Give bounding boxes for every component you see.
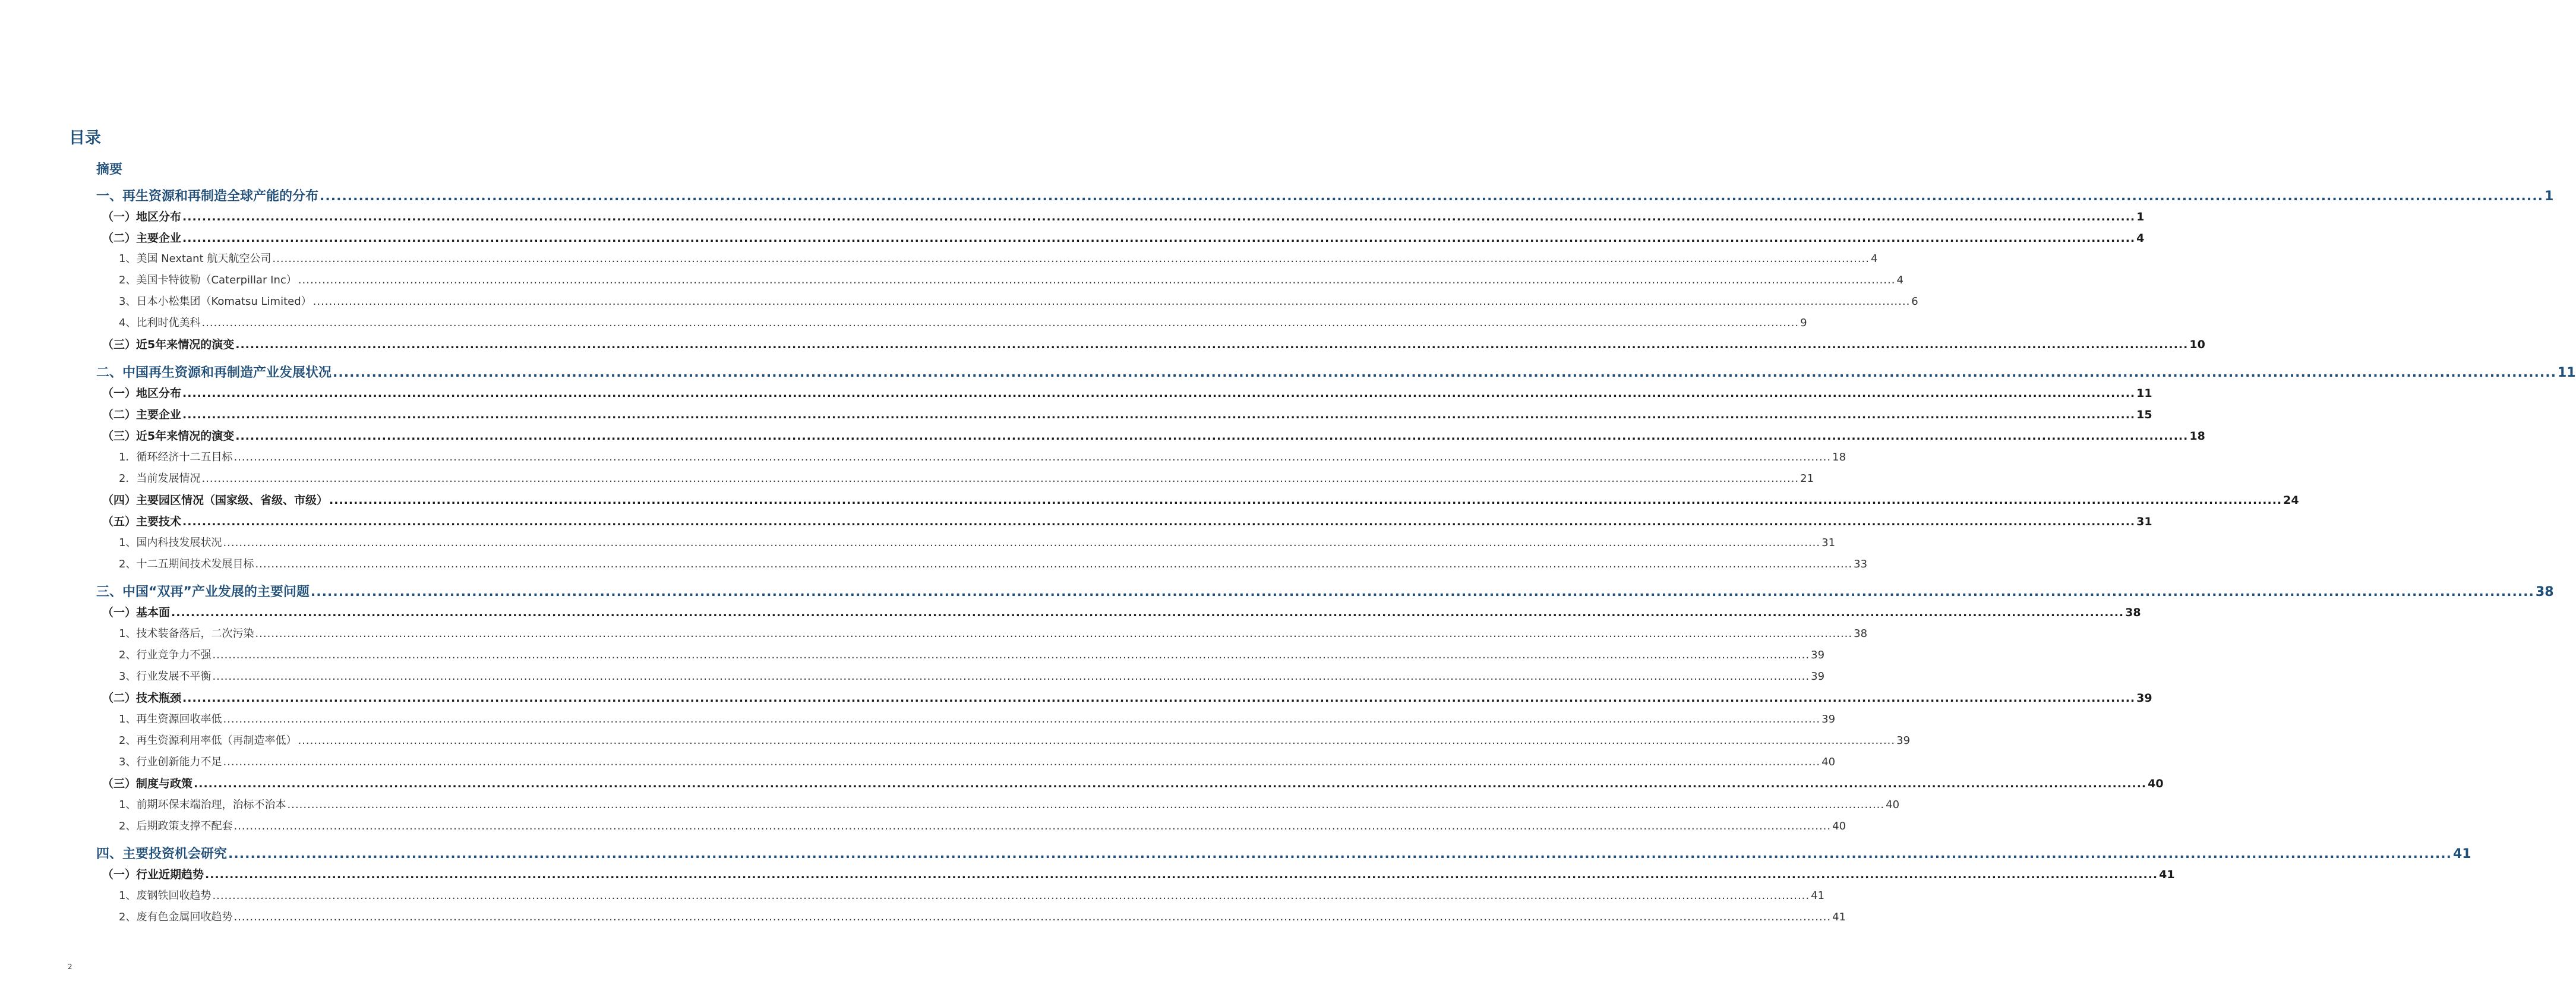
toc-entry-title: 3、行业创新能力不足 bbox=[119, 756, 222, 768]
toc-entry-page: 33 bbox=[1854, 558, 1868, 570]
toc-entry[interactable] bbox=[96, 844, 2471, 862]
toc-entry-title: 摘要 bbox=[96, 162, 123, 177]
toc-entry-page: 1 bbox=[2544, 189, 2554, 204]
toc-entry-page: 39 bbox=[1811, 670, 1825, 683]
toc-leader-dots: ................................................................................................................................................................................................................................................................................................................................................................................................................ bbox=[212, 649, 1810, 661]
toc-leader-dots: ................................................................................................................................................................................................................................................................................................................................................................................................................ bbox=[235, 338, 2189, 351]
toc-entry-title: 四、主要投资机会研究 bbox=[96, 847, 228, 862]
toc-leader-dots: ................................................................................................................................................................................................................................................................................................................................................................................................................ bbox=[223, 756, 1821, 768]
toc-entry[interactable] bbox=[102, 427, 2205, 443]
toc-entry-page: 41 bbox=[1832, 911, 1846, 923]
toc-entry-title: （三）制度与政策 bbox=[102, 777, 193, 790]
toc-leader-dots: ................................................................................................................................................................................................................................................................................................................................................................................................................ bbox=[201, 472, 1800, 485]
toc-entry-title: 2．当前发展情况 bbox=[119, 472, 201, 485]
toc-entry-title: 2、十二五期间技术发展目标 bbox=[119, 558, 254, 570]
toc-leader-dots: ................................................................................................................................................................................................................................................................................................................................................................................................................ bbox=[182, 515, 2136, 528]
toc-entry[interactable] bbox=[119, 732, 1911, 747]
toc-entry-page: 31 bbox=[1821, 537, 1836, 549]
toc-leader-dots: ................................................................................................................................................................................................................................................................................................................................................................................................................ bbox=[194, 777, 2147, 790]
toc-leader-dots: ................................................................................................................................................................................................................................................................................................................................................................................................................ bbox=[233, 911, 1832, 923]
toc-entry[interactable] bbox=[119, 908, 1846, 924]
toc-entry-page: 40 bbox=[1821, 756, 1836, 768]
toc-entry-title: （二）主要企业 bbox=[102, 232, 182, 245]
toc-entry-page: 15 bbox=[2136, 408, 2152, 421]
toc-entry-page: 38 bbox=[1854, 627, 1868, 640]
toc-entry-title: （二）技术瓶颈 bbox=[102, 692, 182, 705]
toc-entry[interactable] bbox=[119, 250, 1878, 266]
toc-entry[interactable] bbox=[102, 689, 2152, 705]
toc-entry[interactable] bbox=[119, 449, 1846, 464]
toc-entry[interactable] bbox=[119, 272, 1903, 287]
toc-entry[interactable] bbox=[119, 887, 1825, 903]
toc-leader-dots: ................................................................................................................................................................................................................................................................................................................................................................................................................ bbox=[287, 799, 1885, 811]
toc-leader-dots: ................................................................................................................................................................................................................................................................................................................................................................................................................ bbox=[205, 868, 2158, 881]
toc-entry[interactable] bbox=[119, 556, 1868, 571]
toc-entry-title: 三、中国“双再”产业发展的主要问题 bbox=[96, 585, 310, 600]
toc-entry-page: 40 bbox=[1886, 799, 1900, 811]
toc-leader-dots: ................................................................................................................................................................................................................................................................................................................................................................................................................ bbox=[212, 889, 1810, 902]
toc-entry-page: 6 bbox=[1911, 295, 1918, 308]
toc-entry-page: 39 bbox=[1821, 713, 1836, 725]
toc-leader-dots: ................................................................................................................................................................................................................................................................................................................................................................................................................ bbox=[233, 820, 1832, 832]
toc-entry[interactable] bbox=[96, 362, 2576, 381]
toc-entry-title: 3、日本小松集团（Komatsu Limited） bbox=[119, 295, 312, 308]
toc-entry-title: （一）行业近期趋势 bbox=[102, 868, 204, 881]
toc-entry[interactable] bbox=[96, 582, 2554, 600]
toc-entry-page: 18 bbox=[2189, 430, 2205, 443]
toc-entry[interactable] bbox=[119, 796, 1900, 812]
toc-entry-page: 11 bbox=[2136, 387, 2152, 400]
toc-entry-page: 4 bbox=[1896, 274, 1903, 286]
toc-entry-title: 1、美国 Nextant 航天航空公司 bbox=[119, 253, 272, 265]
toc-entry-page: 39 bbox=[1896, 734, 1911, 747]
toc-entry[interactable] bbox=[102, 229, 2145, 245]
toc-entry[interactable] bbox=[96, 186, 2554, 204]
toc-entry[interactable] bbox=[102, 866, 2175, 882]
toc-leader-dots: ................................................................................................................................................................................................................................................................................................................................................................................................................ bbox=[312, 295, 1911, 308]
toc-entry-title: 2、行业竞争力不强 bbox=[119, 649, 211, 661]
toc-leader-dots: ................................................................................................................................................................................................................................................................................................................................................................................................................ bbox=[233, 451, 1832, 463]
toc-leader-dots: ................................................................................................................................................................................................................................................................................................................................................................................................................ bbox=[182, 232, 2136, 245]
toc-entry-title: 1、国内科技发展状况 bbox=[119, 537, 222, 549]
toc-entry[interactable] bbox=[119, 818, 1846, 833]
toc-entry-title: 2、再生资源利用率低（再制造率低） bbox=[119, 734, 297, 747]
toc-entry-title: 1、再生资源回收率低 bbox=[119, 713, 222, 725]
toc-leader-dots: ................................................................................................................................................................................................................................................................................................................................................................................................................ bbox=[223, 713, 1821, 725]
toc-entry[interactable] bbox=[102, 406, 2152, 422]
toc-entry-title: 1、技术装备落后，二次污染 bbox=[119, 627, 254, 640]
toc-entry-page: 41 bbox=[1811, 889, 1825, 902]
toc-entry[interactable] bbox=[102, 384, 2152, 400]
toc-entry[interactable] bbox=[102, 775, 2164, 791]
toc-leader-dots: ................................................................................................................................................................................................................................................................................................................................................................................................................ bbox=[182, 408, 2136, 421]
toc-entry-page: 41 bbox=[2159, 868, 2175, 881]
toc-entry-title: 2、美国卡特彼勒（Caterpillar Inc） bbox=[119, 274, 297, 286]
toc-leader-dots: ................................................................................................................................................................................................................................................................................................................................................................................................................ bbox=[298, 734, 1896, 747]
toc-entry-title: （五）主要技术 bbox=[102, 515, 182, 528]
toc-entry-title: （二）主要企业 bbox=[102, 408, 182, 421]
toc-entry-page: 4 bbox=[1871, 253, 1878, 265]
toc-entry[interactable] bbox=[96, 159, 122, 178]
toc-entry-page: 38 bbox=[2125, 606, 2141, 619]
toc-entry-page: 18 bbox=[1832, 451, 1846, 463]
toc-entry-title: （四）主要园区情况（国家级、省级、市级） bbox=[102, 494, 329, 507]
toc-entry-page: 41 bbox=[2452, 847, 2471, 862]
toc-entry-page: 39 bbox=[1811, 649, 1825, 661]
toc-entry-title: 一、再生资源和再制造全球产能的分布 bbox=[96, 189, 319, 204]
toc-entry-page: 40 bbox=[1832, 820, 1846, 832]
toc-leader-dots: ................................................................................................................................................................................................................................................................................................................................................................................................................ bbox=[329, 494, 2283, 507]
toc-entry-page: 10 bbox=[2189, 338, 2205, 351]
toc-entry-page: 31 bbox=[2136, 515, 2152, 528]
toc-leader-dots: ................................................................................................................................................................................................................................................................................................................................................................................................................ bbox=[333, 365, 2556, 380]
toc-entry-title: 1、前期环保末端治理，治标不治本 bbox=[119, 799, 286, 811]
toc-entry-page: 24 bbox=[2283, 494, 2299, 507]
toc-entry[interactable] bbox=[102, 208, 2145, 224]
toc-entry[interactable] bbox=[119, 753, 1836, 769]
toc-leader-dots: ................................................................................................................................................................................................................................................................................................................................................................................................................ bbox=[235, 430, 2189, 443]
toc-entry[interactable] bbox=[102, 336, 2205, 352]
toc-leader-dots: ................................................................................................................................................................................................................................................................................................................................................................................................................ bbox=[182, 692, 2136, 705]
toc-entry[interactable] bbox=[102, 491, 2299, 507]
toc-entry[interactable] bbox=[119, 534, 1836, 550]
toc-entry-title: （三）近5年来情况的演变 bbox=[102, 430, 235, 443]
toc-entry[interactable] bbox=[119, 711, 1836, 726]
toc-entry-title: （一）基本面 bbox=[102, 606, 171, 619]
toc-entry-page: 39 bbox=[2136, 692, 2152, 705]
toc-entry-page: 1 bbox=[2136, 210, 2145, 223]
toc-entry[interactable] bbox=[119, 293, 1918, 308]
toc-entry-page: 11 bbox=[2557, 365, 2576, 380]
toc-leader-dots: ................................................................................................................................................................................................................................................................................................................................................................................................................ bbox=[310, 585, 2534, 600]
toc-entry[interactable] bbox=[119, 470, 1814, 485]
toc-leader-dots: ................................................................................................................................................................................................................................................................................................................................................................................................................ bbox=[223, 537, 1821, 549]
toc-entry-page: 9 bbox=[1800, 317, 1807, 329]
toc-leader-dots: ................................................................................................................................................................................................................................................................................................................................................................................................................ bbox=[171, 606, 2124, 619]
toc-leader-dots: ................................................................................................................................................................................................................................................................................................................................................................................................................ bbox=[272, 253, 1870, 265]
toc-entry-page: 40 bbox=[2148, 777, 2164, 790]
toc-entry-title: 1、废钢铁回收趋势 bbox=[119, 889, 211, 902]
toc-entry[interactable] bbox=[102, 513, 2152, 529]
page-title: 目录 bbox=[69, 129, 101, 147]
toc-entry[interactable] bbox=[119, 646, 1825, 662]
toc-entry[interactable] bbox=[119, 668, 1825, 683]
toc-leader-dots: ................................................................................................................................................................................................................................................................................................................................................................................................................ bbox=[320, 189, 2543, 204]
toc-entry-title: 2、废有色金属回收趋势 bbox=[119, 911, 233, 923]
toc-entry[interactable] bbox=[119, 314, 1807, 330]
toc-entry-title: 4、比利时优美科 bbox=[119, 317, 201, 329]
page-number: 2 bbox=[68, 963, 72, 971]
toc-leader-dots: ................................................................................................................................................................................................................................................................................................................................................................................................................ bbox=[255, 558, 1853, 570]
toc-entry-title: （一）地区分布 bbox=[102, 387, 182, 400]
toc-leader-dots: ................................................................................................................................................................................................................................................................................................................................................................................................................ bbox=[212, 670, 1810, 683]
toc-entry-title: 1．循环经济十二五目标 bbox=[119, 451, 233, 463]
toc-entry[interactable] bbox=[102, 604, 2141, 620]
toc-entry-title: 3、行业发展不平衡 bbox=[119, 670, 211, 683]
toc-entry-page: 4 bbox=[2136, 232, 2145, 245]
toc-entry-title: 二、中国再生资源和再制造产业发展状况 bbox=[96, 365, 332, 380]
toc-leader-dots: ................................................................................................................................................................................................................................................................................................................................................................................................................ bbox=[228, 847, 2452, 862]
toc-entry-page: 21 bbox=[1800, 472, 1814, 485]
toc-entry-title: （三）近5年来情况的演变 bbox=[102, 338, 235, 351]
toc-leader-dots: ................................................................................................................................................................................................................................................................................................................................................................................................................ bbox=[182, 210, 2136, 223]
toc-leader-dots: ................................................................................................................................................................................................................................................................................................................................................................................................................ bbox=[182, 387, 2136, 400]
toc-entry-title: 2、后期政策支撑不配套 bbox=[119, 820, 233, 832]
toc-entry[interactable] bbox=[119, 625, 1868, 641]
toc-leader-dots: ................................................................................................................................................................................................................................................................................................................................................................................................................ bbox=[298, 274, 1896, 286]
toc-leader-dots: ................................................................................................................................................................................................................................................................................................................................................................................................................ bbox=[201, 317, 1800, 329]
toc-entry-title: （一）地区分布 bbox=[102, 210, 182, 223]
toc-leader-dots: ................................................................................................................................................................................................................................................................................................................................................................................................................ bbox=[255, 627, 1853, 640]
toc-entry-page: 38 bbox=[2535, 585, 2554, 600]
